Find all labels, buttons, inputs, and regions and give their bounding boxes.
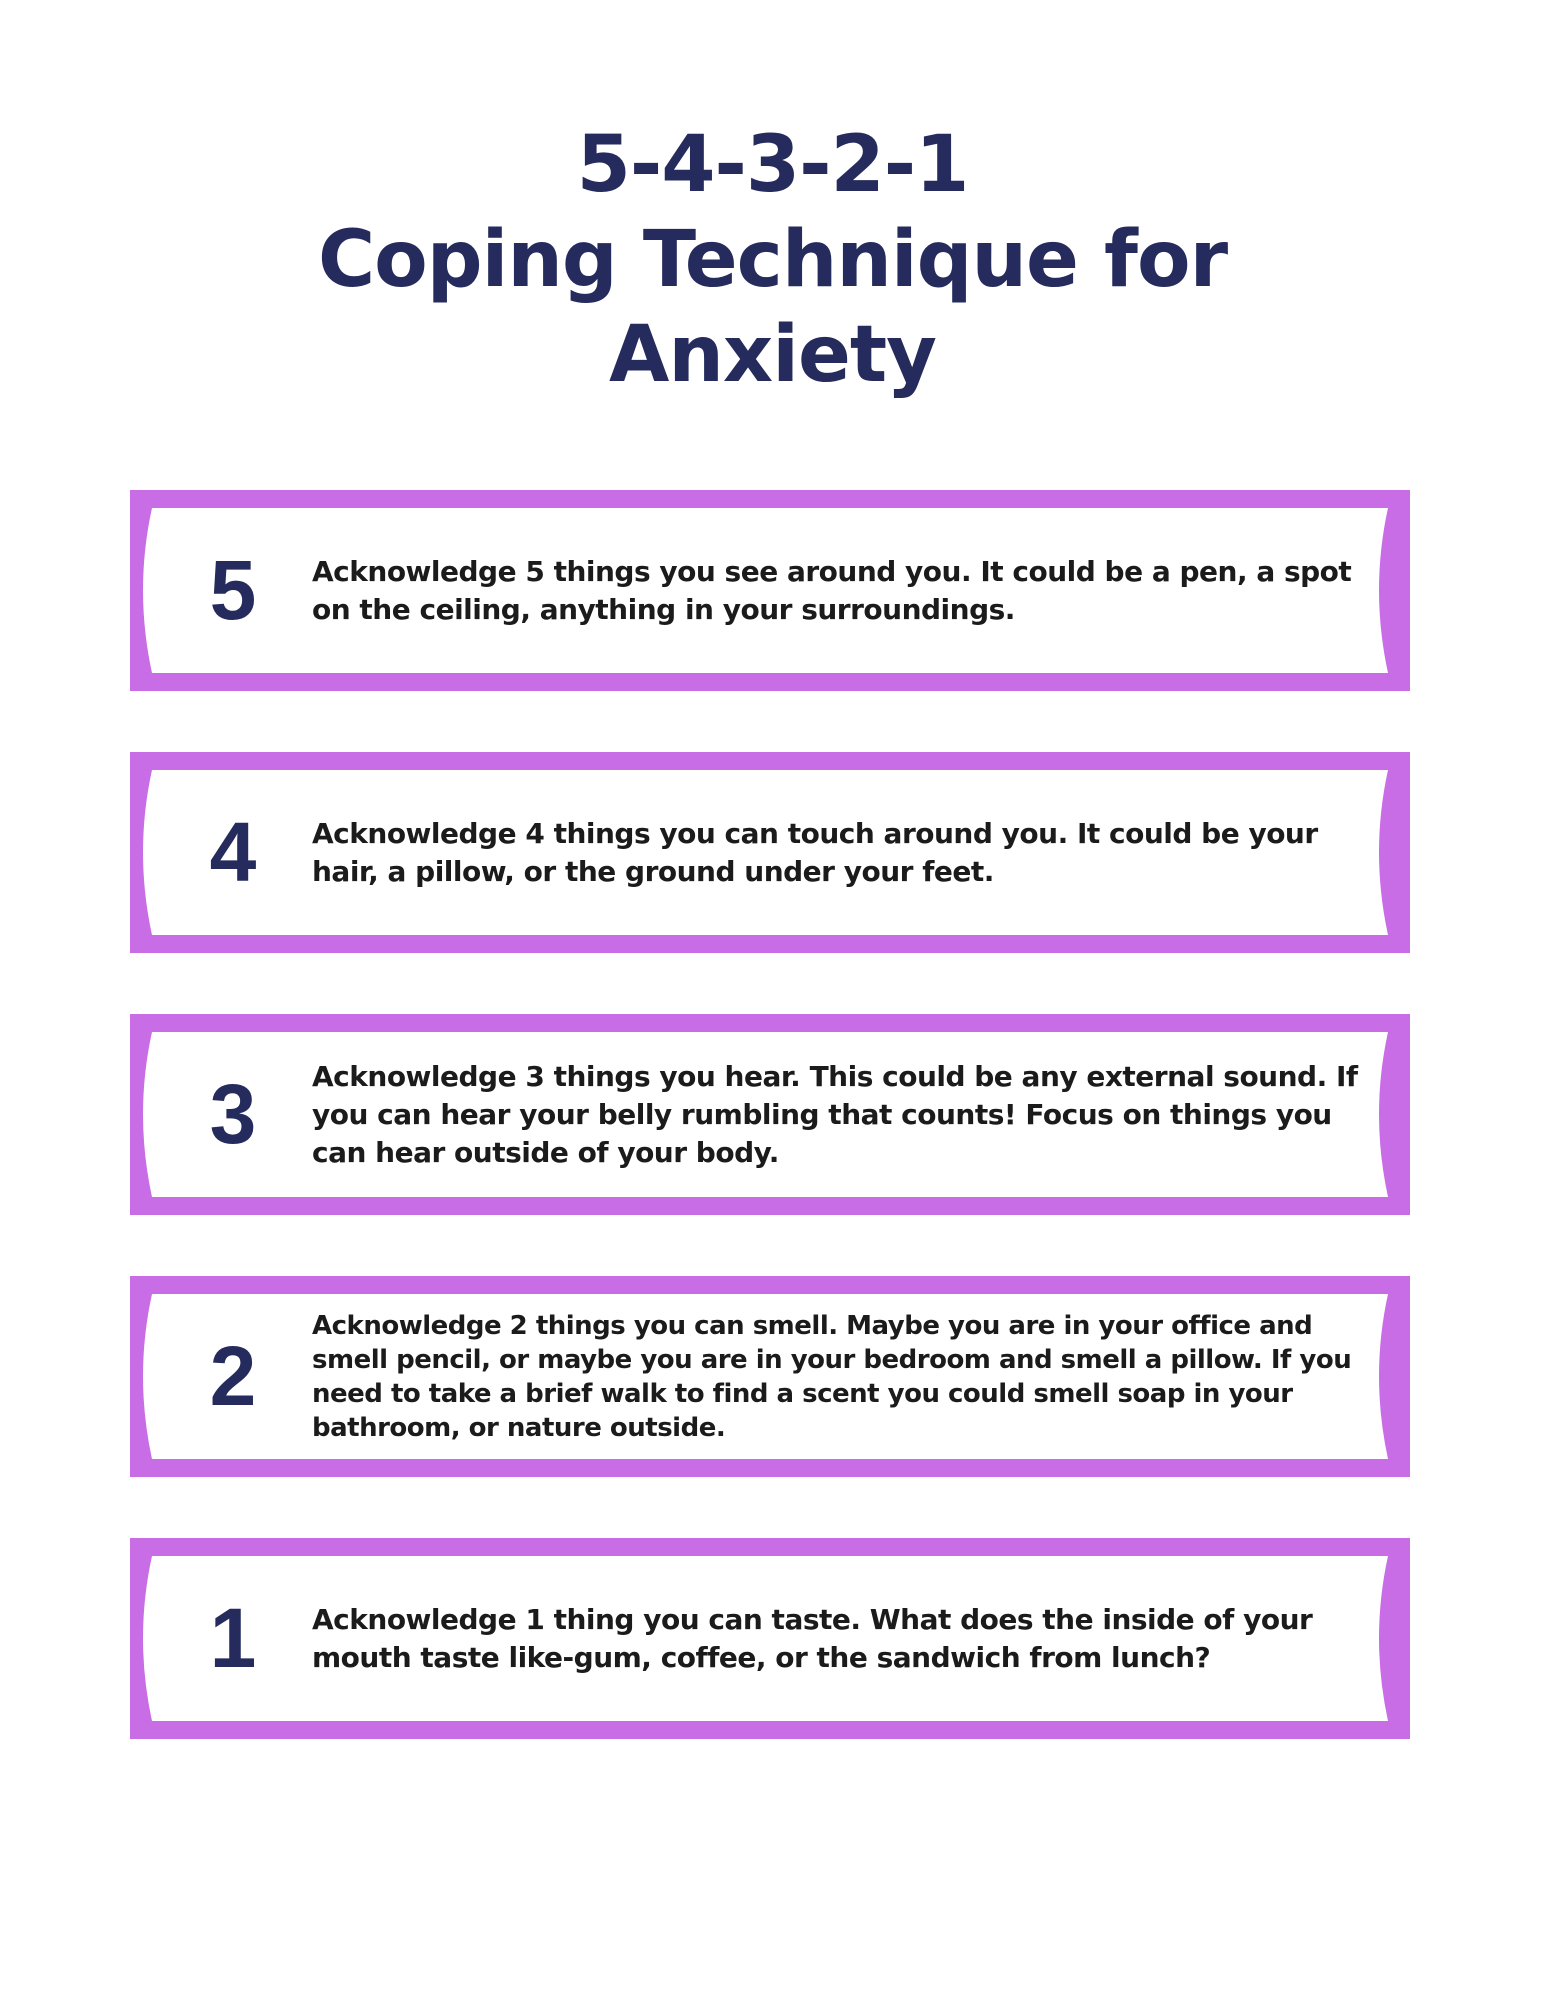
title-line-2: Coping Technique for: [317, 215, 1228, 305]
title-line-3: Anxiety: [609, 310, 936, 400]
step-number: 1: [209, 1591, 257, 1685]
step-number: 2: [209, 1329, 257, 1423]
step-card-2: [130, 1276, 1410, 1477]
step-description: Acknowledge 1 thing you can taste. What does the inside of your mouth taste like-gum, coffee, or the sandwich from lunch?: [312, 1602, 1313, 1674]
step-number: 4: [209, 805, 257, 899]
step-description: Acknowledge 2 things you can smell. Maybe you are in your office and smell pencil, or maybe you are in your bedroom and smell a pillow. If you need to take a brief walk to find a scent you could smell soap in your bathroom, or nature outside.: [312, 1310, 1352, 1443]
step-number: 5: [209, 543, 257, 637]
step-card-3: [130, 1014, 1410, 1215]
step-card-5: [130, 490, 1410, 691]
step-description: Acknowledge 4 things you can touch around you. It could be your hair, a pillow, or the ground under your feet.: [312, 816, 1318, 888]
page-title: [0, 118, 1545, 403]
title-line-1: 5-4-3-2-1: [576, 120, 969, 210]
step-card-4: [130, 752, 1410, 953]
step-description: Acknowledge 5 things you see around you. It could be a pen, a spot on the ceiling, anything in your surroundings.: [312, 554, 1352, 626]
step-number: 3: [209, 1067, 257, 1161]
step-description: Acknowledge 3 things you hear. This could be any external sound. If you can hear your belly rumbling that counts! Focus on things you can hear outside of your body.: [312, 1059, 1358, 1169]
step-card-1: [130, 1538, 1410, 1739]
